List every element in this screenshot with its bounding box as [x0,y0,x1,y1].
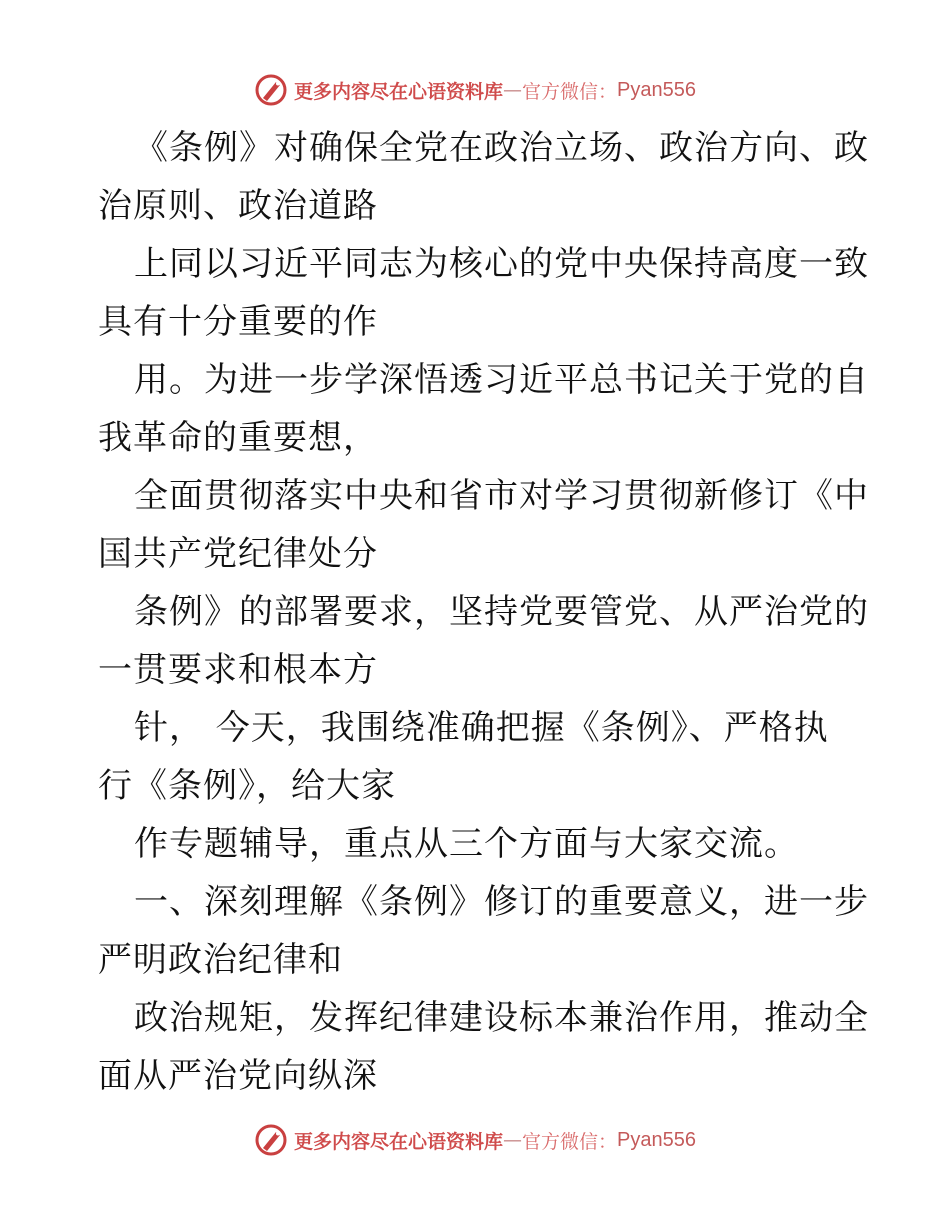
text-line: 用。为进一步学深悟透习近平总书记关于党的自 [134,360,869,400]
text-line: 作专题辅导，重点从三个方面与大家交流。 [134,824,799,864]
watermark-wechat-label: 官方微信： [522,1130,618,1153]
watermark-dash: — [503,79,523,101]
footer-watermark [0,1120,950,1160]
text-line: 上同以习近平同志为核心的党中央保持高度一致 [134,244,869,284]
pen-logo-icon [254,73,288,107]
text-line: 一、深刻理解《条例》修订的重要意义，进一步 [134,882,869,922]
text-line: 全面贯彻落实中央和省市对学习贯彻新修订《中 [134,476,869,516]
pen-logo-icon [254,1123,288,1157]
header-watermark [0,70,950,110]
document-body [98,119,869,1105]
text-line: 政治规矩，发挥纪律建设标本兼治作用，推动全 [134,998,869,1038]
text-line: 国共产党纪律处分 [98,534,378,574]
watermark-main-text: 更多内容尽在心语资料库 [294,1130,504,1153]
watermark-dash: — [503,1129,523,1151]
text-line: 面从严治党向纵深 [98,1056,378,1096]
watermark-wechat-id: Pyan556 [617,1128,696,1151]
text-line: 我革命的重要想， [98,418,378,458]
text-line: 《条例》对确保全党在政治立场、政治方向、政 [134,128,869,168]
text-line: 针， 今天，我围绕准确把握《条例》、严格执 [134,708,829,748]
text-line: 行《条例》，给大家 [98,766,396,806]
watermark-wechat-id: Pyan556 [617,78,696,101]
watermark-main-text: 更多内容尽在心语资料库 [294,80,504,103]
watermark-wechat-label: 官方微信： [522,80,618,103]
text-line: 条例》的部署要求，坚持党要管党、从严治党的 [134,592,869,632]
text-line: 一贯要求和根本方 [98,650,378,690]
text-line: 治原则、政治道路 [98,186,378,226]
text-line: 严明政治纪律和 [98,940,343,980]
text-line: 具有十分重要的作 [98,302,378,342]
